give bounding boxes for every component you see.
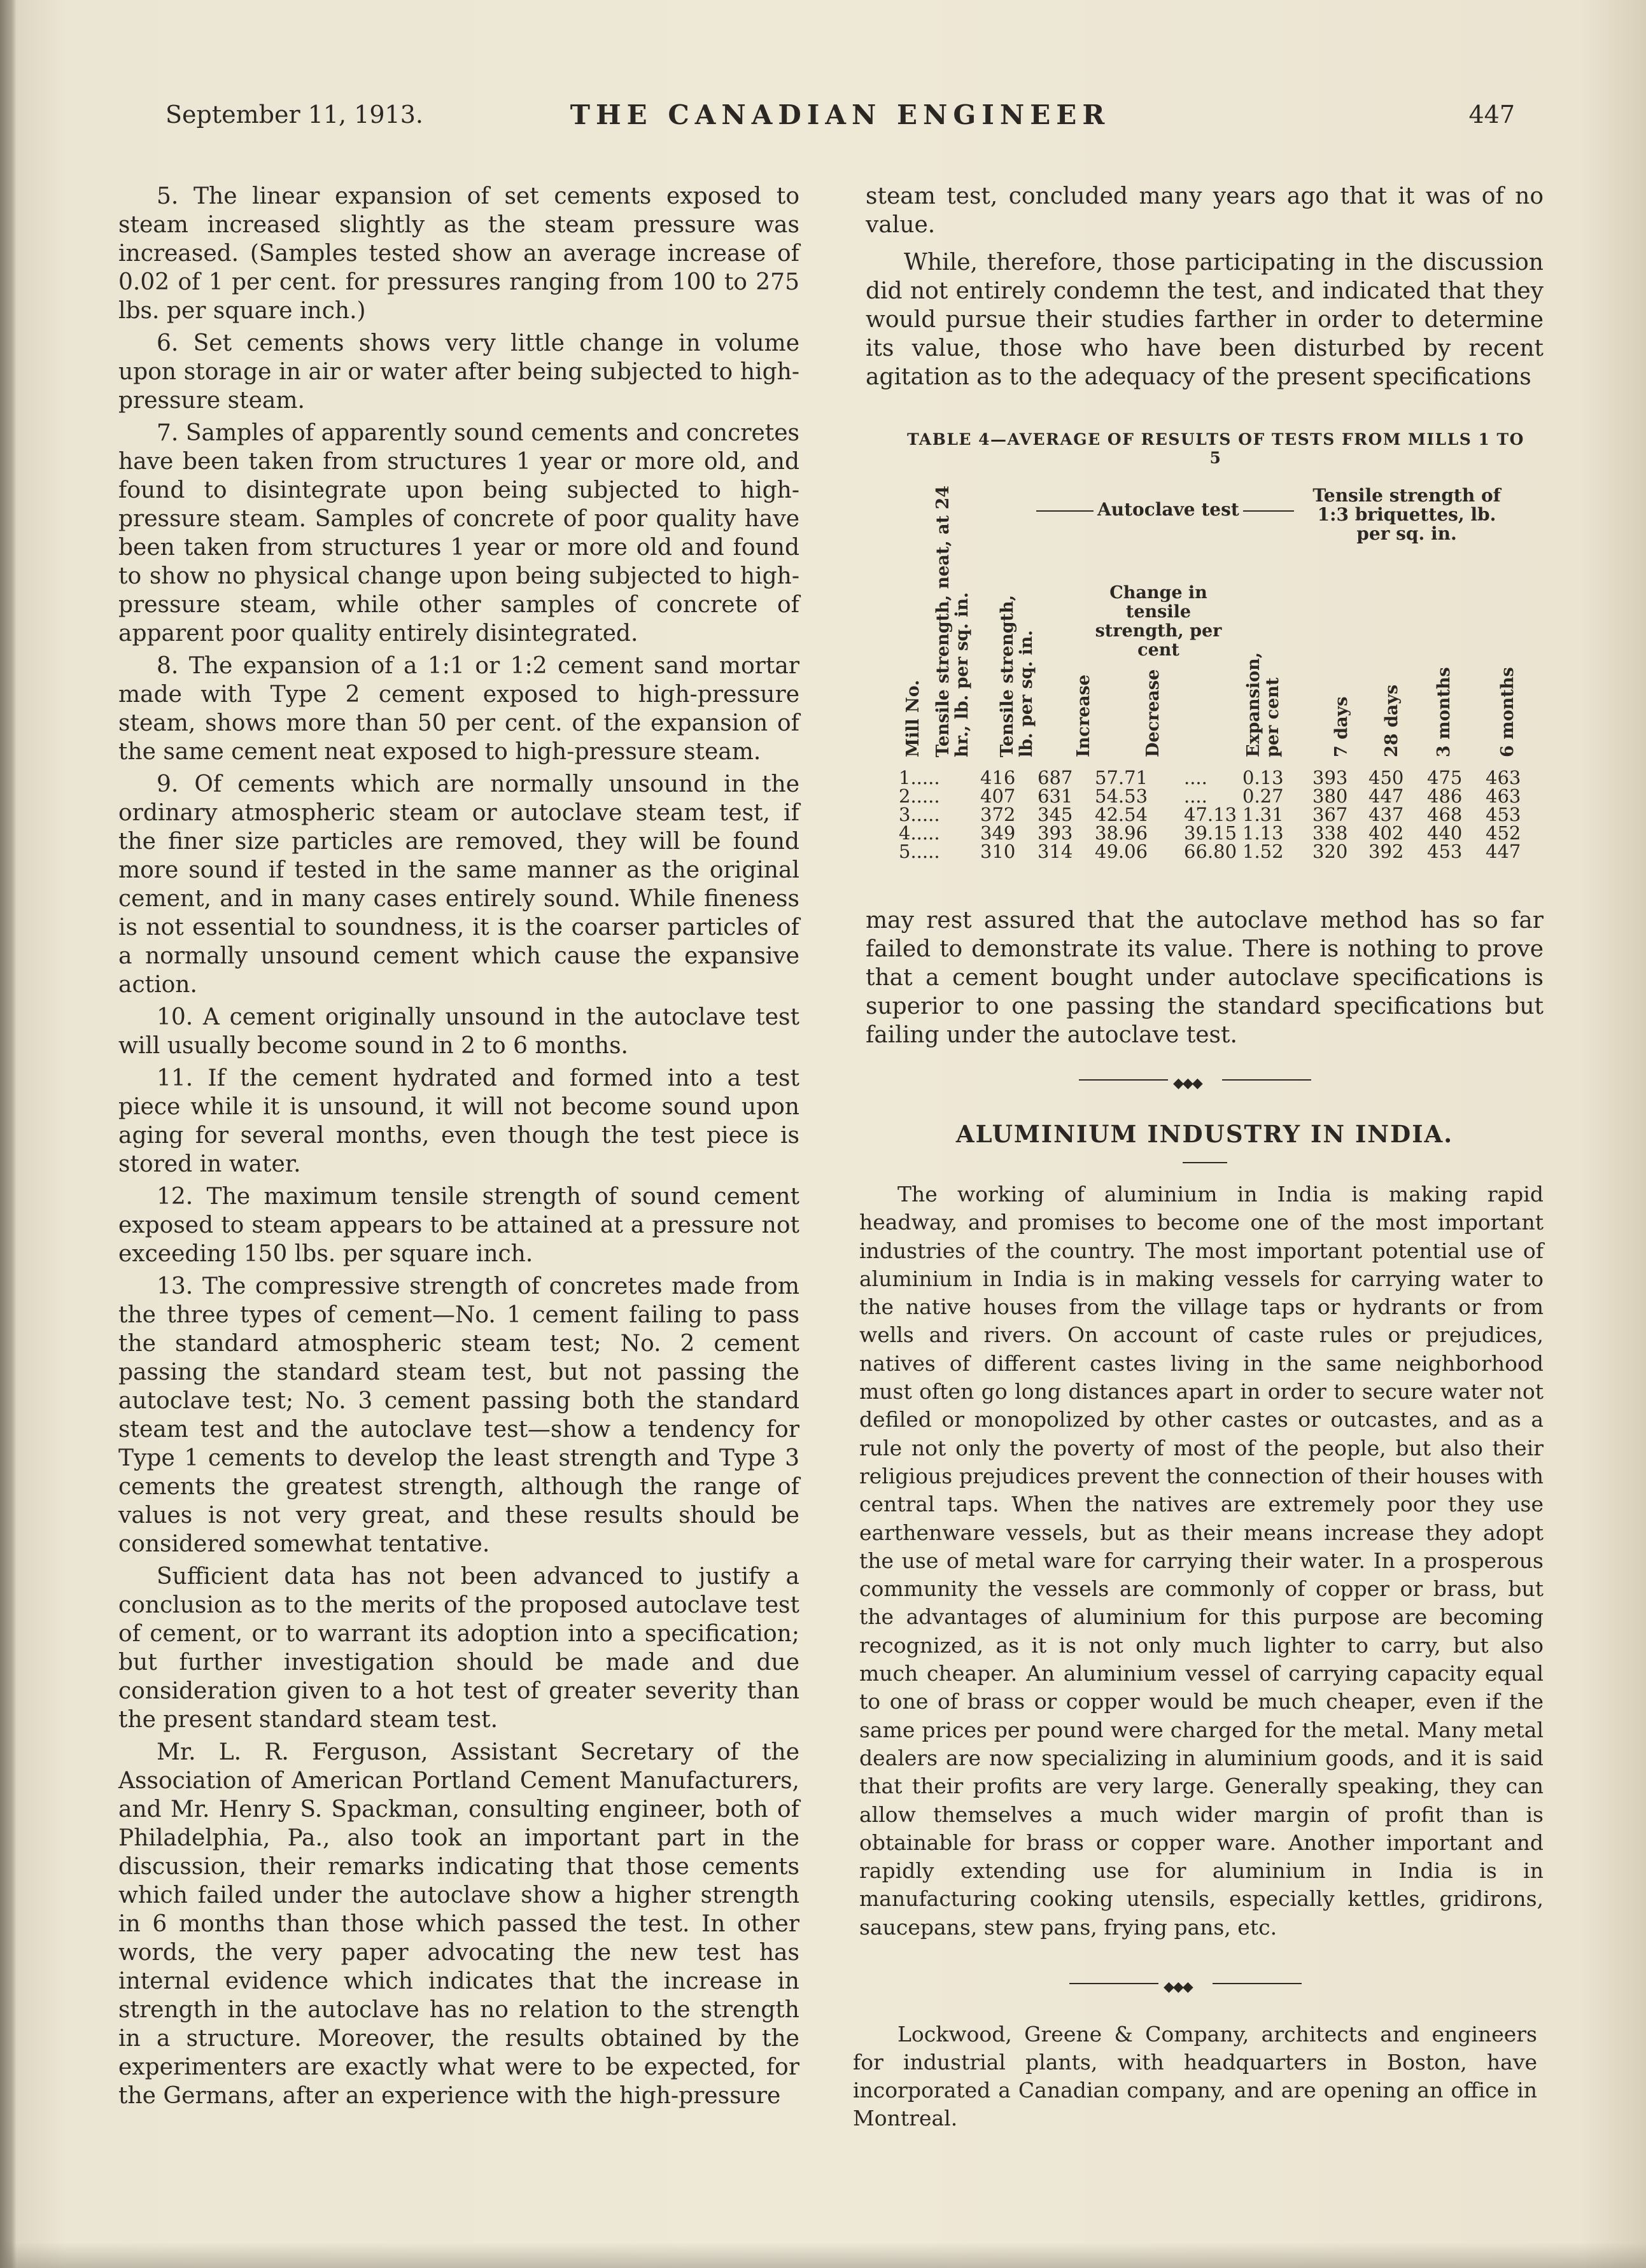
table-group-autoclave (1036, 500, 1294, 519)
right-column-top (866, 182, 1544, 391)
table-cell: 1.52 (1242, 841, 1284, 862)
column-header-7-days: 7 days (1332, 696, 1351, 757)
table-cell: 453 (1427, 841, 1463, 862)
table-cell: 468 (1427, 804, 1463, 825)
expansion-label: Expansion, per cent (1244, 652, 1283, 757)
table-cell: 47.13 (1184, 804, 1237, 825)
table-cell: 66.80 (1184, 841, 1237, 862)
table-cell: 687 (1038, 767, 1073, 788)
table-cell: 393 (1312, 767, 1348, 788)
column-header-expansion (1244, 643, 1283, 757)
paragraph-lockwood-greene: Lockwood, Greene & Company, architects and engineers for industrial plants, with headquarters in Boston, have incorporated a Canadian company, and are opening an office in Montreal. (853, 2022, 1537, 2131)
paragraph-ferguson: Mr. L. R. Ferguson, Assistant Secretary of the Association of American Portland Cement Manufacturers, and Mr. Henry S. Spackman, consulting engineer, both of Philadelphia, Pa., also took an important part in the discussion, their remarks indicating that those cements which failed under the autoclave show a higher strength in 6 months than those which passed the test. In other words, the very paper advocating the new test has internal evidence which indicates that the increase in strength in the autoclave has no relation to the strength in a structure. Moreover, the results obtained by the experimenters are exactly what were to be expected, for the Germans, after an experience with the high-pressure (118, 1739, 799, 2109)
table-cell: 39.15 (1184, 822, 1237, 844)
neat-strength-label: Tensile strength, neat, at 24 hr., lb. per sq. in. (933, 485, 972, 757)
paragraph-item-11: 11. If the cement hydrated and formed into a test piece while it is unsound, it will not become sound upon aging for several months, even though the test piece is stored in water. (118, 1065, 799, 1177)
column-header-28-days: 28 days (1382, 684, 1402, 757)
title-underline (1183, 1162, 1227, 1163)
column-header-6-months: 6 months (1498, 667, 1517, 757)
table-cell: 349 (980, 822, 1016, 844)
article-end-ornament: ◆◆◆ (1069, 1980, 1302, 1987)
paragraph-item-9: 9. Of cements which are normally unsound in the ordinary atmospheric steam or autoclave steam test, if the finer size particles are removed, they will be found more sound if tested in the same manner as the original cement, and in many cases entirely sound. While fineness is not essential to soundness, it is the coarser particles of a normally unsound cement which cause the expansive action. (118, 771, 799, 998)
table-cell: 380 (1312, 785, 1348, 807)
table-cell: 2..... (899, 785, 940, 807)
table-cell: 310 (980, 841, 1016, 862)
paragraph-item-6: 6. Set cements shows very little change in volume upon storage in air or water after being subjected to high-pressure steam. (118, 330, 799, 414)
aluminium-article (859, 1180, 1544, 1942)
table-cell: 453 (1486, 804, 1521, 825)
table-cell: 452 (1486, 822, 1521, 844)
table-cell: 54.53 (1095, 785, 1148, 807)
paragraph-item-10: 10. A cement originally unsound in the autoclave test will usually become sound in 2 to 6 months. (118, 1004, 799, 1059)
table-cell: 0.13 (1242, 767, 1284, 788)
table-cell: 1.13 (1242, 822, 1284, 844)
column-header-decrease: Decrease (1143, 669, 1163, 757)
paragraph-conclusion: Sufficient data has not been advanced to justify a conclusion as to the merits of the proposed autoclave test of cement, or to warrant its adoption into a specification; but further investigation should be made and due consideration given to a hot test of greater severity than the present standard steam test. (118, 1564, 799, 1733)
table-cell: 440 (1427, 822, 1463, 844)
column-header-mill-no: Mill No. (903, 680, 923, 757)
paragraph-aluminium: The working of aluminium in India is making rapid headway, and promises to become one of the most important industries of the country. The most important potential use of aluminium in India is in making vessels for carrying water to the native houses from the village taps or hydrants or from wells and rivers. On account of caste rules or prejudices, natives of different castes living in the same neighborhood must often go long distances apart in order to secure water not defiled or monopolized by other castes or outcastes, and as a rule not only the poverty of most of the people, but also their religious prejudices prevent the connection of their houses with central taps. When the natives are extremely poor they use earthenware vessels, but as their means increase they adopt the use of metal ware for carrying their water. In a prosperous community the vessels are commonly of copper or brass, but the advantages of aluminium for this purpose are becoming recognized, as it is not only much lighter to carry, but also much cheaper. An aluminium vessel of carrying capacity equal to one of brass or copper would be much cheaper, even if the same prices per pound were charged for the metal. Many metal dealers are now specializing in aluminium goods, and it is said that their profits are very large. Generally speaking, they can allow themselves a much wider margin of profit than is obtainable for brass or copper ware. Another important and rapidly extending use for aluminium in India is in manufacturing cooking utensils, especially kettles, gridirons, saucepans, stew pans, frying pans, etc. (859, 1182, 1544, 1940)
column-header-3-months: 3 months (1434, 667, 1454, 757)
column-header-autoclave-strength (998, 585, 1036, 757)
table-cell: 5..... (899, 841, 940, 862)
paragraph-discussion: While, therefore, those participating in the discussion did not entirely condemn the test, and indicated that they would pursue their studies farther in order to determine its value, those who have been disturbed by recent agitation as to the adequacy of the present specifications (866, 249, 1544, 390)
table-cell: 631 (1038, 785, 1073, 807)
table-cell: 57.71 (1095, 767, 1148, 788)
table-cell: .... (1184, 785, 1207, 807)
table-group-briquettes: Tensile strength of 1:3 briquettes, lb. per sq. in. (1312, 485, 1501, 544)
autoclave-strength-label: Tensile strength, lb. per sq. in. (997, 594, 1036, 757)
column-header-neat-strength (934, 484, 972, 757)
paragraph-item-8: 8. The expansion of a 1:1 or 1:2 cement sand mortar made with Type 2 cement exposed to high-pressure steam, shows more than 50 per cent. of the expansion of the same cement neat exposed to high-pressure steam. (118, 653, 799, 765)
autoclave-group-label: Autoclave test (1097, 499, 1239, 520)
table-cell: 4..... (899, 822, 940, 844)
table-cell: 1..... (899, 767, 940, 788)
table-cell: 3..... (899, 804, 940, 825)
table-cell: 345 (1038, 804, 1073, 825)
right-column-after-table (866, 906, 1544, 1049)
table-cell: 49.06 (1095, 841, 1148, 862)
paragraph-autoclave-conclusion: may rest assured that the autoclave method has so far failed to demonstrate its value. There is nothing to prove that a cement bought under autoclave specifications is superior to one passing the standard specifications but failing under the autoclave test. (866, 907, 1544, 1048)
left-column (118, 182, 799, 2110)
paragraph-item-5: 5. The linear expansion of set cements exposed to steam increased slightly as the steam pressure was increased. (Samples tested show an average increase of 0.02 of 1 per cent. for pressures ranging from 100 to 275 lbs. per square inch.) (118, 183, 799, 324)
table-cell: 38.96 (1095, 822, 1148, 844)
table-cell: 0.27 (1242, 785, 1284, 807)
paragraph-item-7: 7. Samples of apparently sound cements and concretes have been taken from structures 1 year or more old, and found to disintegrate upon being subjected to high-pressure steam. Samples of concrete of poor quality have been taken from structures 1 year or more old and found to show no physical change upon being subjected to high-pressure steam, while other samples of concrete of apparent poor quality entirely disintegrated. (118, 420, 799, 647)
header-date: September 11, 1913. (165, 101, 423, 129)
table-cell: 367 (1312, 804, 1348, 825)
page-binding-shadow (0, 0, 17, 2268)
table-cell: 437 (1368, 804, 1404, 825)
paragraph-continuation: steam test, concluded many years ago that it was of no value. (866, 183, 1544, 238)
table-cell: 463 (1486, 767, 1521, 788)
table-cell: 475 (1427, 767, 1463, 788)
table-cell: 1.31 (1242, 804, 1284, 825)
table-cell: 372 (980, 804, 1016, 825)
table-cell: 416 (980, 767, 1016, 788)
table-cell: 486 (1427, 785, 1463, 807)
table-cell: 42.54 (1095, 804, 1148, 825)
table-group-change: Change in tensile strength, per cent (1095, 583, 1222, 660)
header-journal-title: THE CANADIAN ENGINEER (570, 99, 1111, 130)
paragraph-item-12: 12. The maximum tensile strength of sound cement exposed to steam appears to be attained at a pressure not exceeding 150 lbs. per square inch. (118, 1184, 799, 1267)
table-cell: 402 (1368, 822, 1404, 844)
section-divider-ornament: ◆◆◆ (1079, 1077, 1311, 1083)
table-cell: 338 (1312, 822, 1348, 844)
table-cell: .... (1184, 767, 1207, 788)
paragraph-item-13: 13. The compressive strength of concretes made from the three types of cement—No. 1 cement failing to pass the standard atmospheric steam test; No. 2 cement passing the standard steam test, but not passing the autoclave test; No. 3 cement passing both the standard steam test and the autoclave test—show a tendency for Type 1 cements to develop the least strength and Type 3 cements the greatest strength, although the range of values is not very great, and these results should be considered somewhat tentative. (118, 1273, 799, 1557)
table-cell: 320 (1312, 841, 1348, 862)
table-cell: 314 (1038, 841, 1073, 862)
section-title-aluminium: ALUMINIUM INDUSTRY IN INDIA. (955, 1120, 1454, 1148)
table-cell: 447 (1486, 841, 1521, 862)
header-page-number: 447 (1468, 101, 1515, 129)
table-cell: 447 (1368, 785, 1404, 807)
news-notice (853, 2020, 1537, 2132)
page-bottom-shadow (0, 2243, 1646, 2268)
table-cell: 392 (1368, 841, 1404, 862)
table-cell: 393 (1038, 822, 1073, 844)
running-header (165, 95, 1515, 140)
table-cell: 463 (1486, 785, 1521, 807)
table-cell: 407 (980, 785, 1016, 807)
table-title: TABLE 4—AVERAGE OF RESULTS OF TESTS FROM MILLS 1 TO 5 (907, 430, 1524, 467)
table-cell: 450 (1368, 767, 1404, 788)
column-header-increase: Increase (1074, 675, 1094, 757)
